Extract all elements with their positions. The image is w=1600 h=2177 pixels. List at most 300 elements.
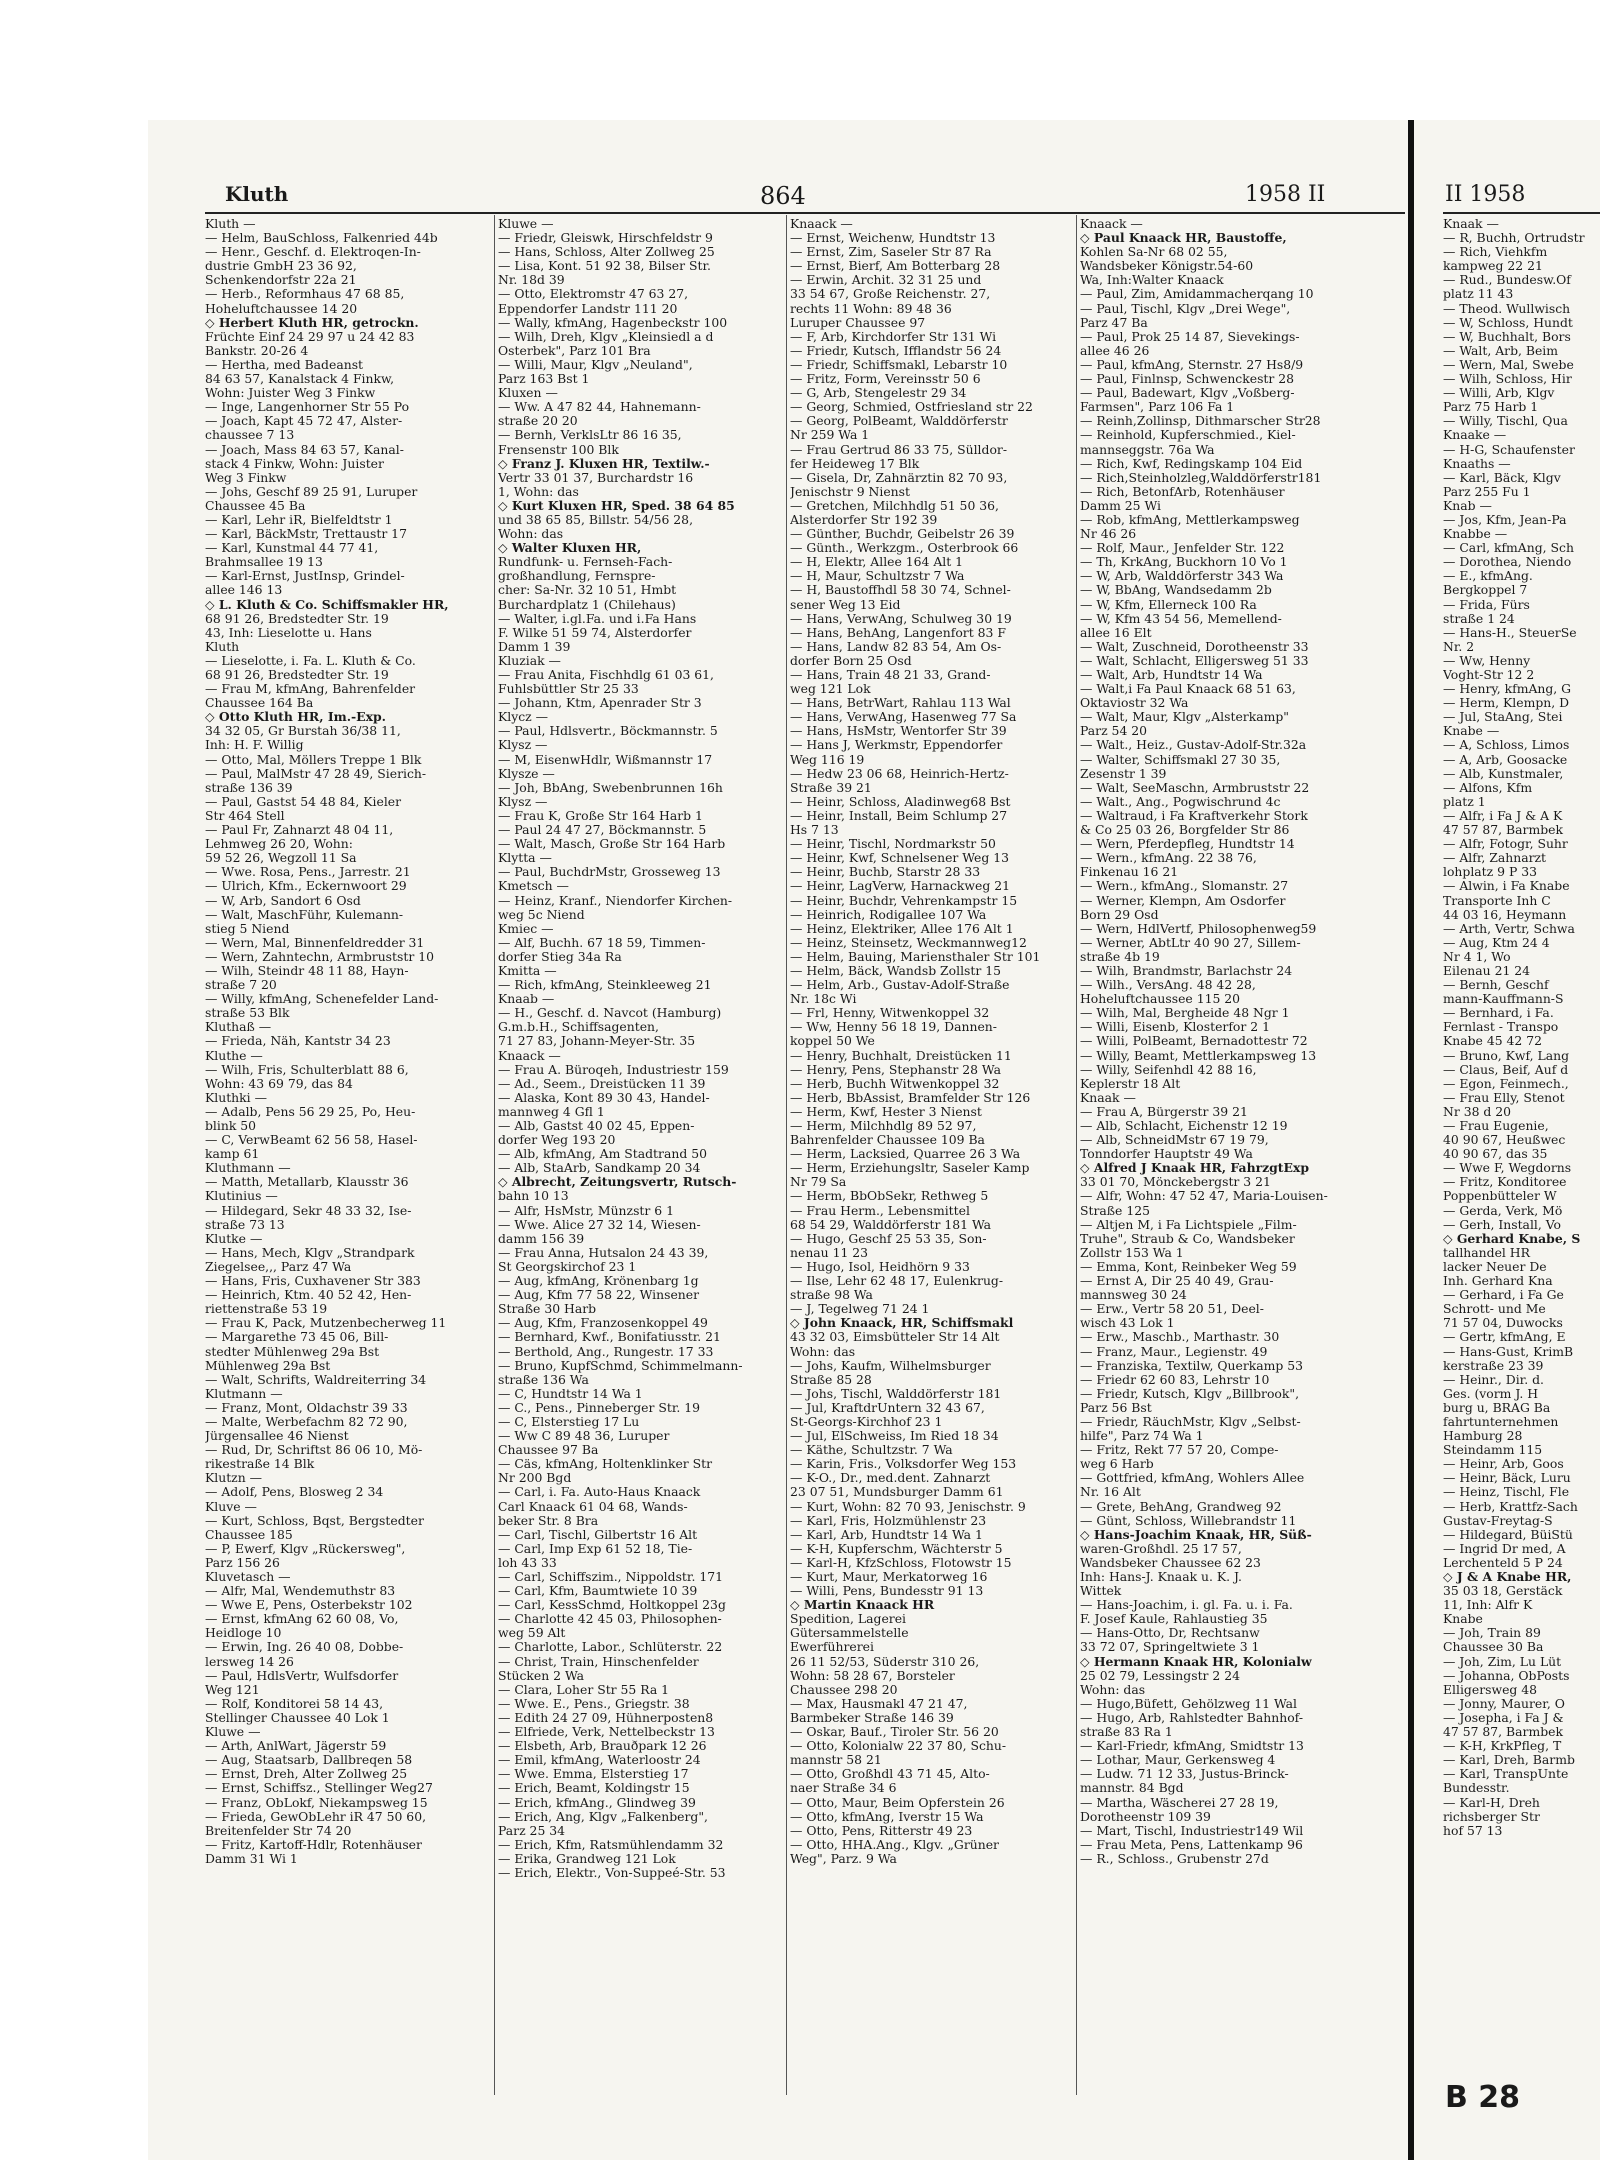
directory-entry-line: — Frau A, Bürgerstr 39 21 [1080, 1104, 1248, 1119]
directory-entry-line: — Frau Herm., Lebensmittel [790, 1203, 970, 1218]
directory-entry-line: Luruper Chaussee 97 [790, 315, 926, 330]
directory-entry-line: — Wilh, Fris, Schulterblatt 88 6, [205, 1062, 409, 1077]
directory-entry-line: kamp 61 [205, 1147, 260, 1162]
directory-entry-line: koppel 50 We [790, 1034, 875, 1049]
directory-entry-line: Weg", Parz. 9 Wa [790, 1851, 897, 1866]
directory-entry-line: — Elsbeth, Arb, Brauðpark 12 26 [498, 1739, 707, 1754]
directory-entry-line: — Karin, Fris., Volksdorfer Weg 153 [790, 1457, 1017, 1472]
directory-entry-line: — Frau M, kfmAng, Bahrenfelder [205, 682, 416, 697]
directory-entry-line: — C, VerwBeamt 62 56 58, Hasel- [205, 1133, 418, 1148]
directory-entry-line: Nr 46 26 [1080, 527, 1137, 542]
directory-entry-line: Stellinger Chaussee 40 Lok 1 [205, 1710, 390, 1725]
directory-entry-line: — Helm, Bauing, Mariensthaler Str 101 [790, 949, 1041, 964]
directory-entry-line: — Wern, Zahntechn, Armbruststr 10 [205, 949, 434, 964]
directory-entry-line: Wandsbeker Königstr.54-60 [1080, 259, 1254, 274]
directory-entry-line: fahrtunternehmen [1443, 1414, 1559, 1429]
directory-entry-line: — Frau Gertrud 86 33 75, Sülldor- [790, 442, 1008, 457]
directory-entry-line: Schenkendorfstr 22a 21 [205, 273, 357, 288]
directory-entry-line: ◇ Paul Knaack HR, Baustoffe, [1080, 231, 1287, 246]
directory-entry-line: Weg 3 Finkw [205, 470, 287, 485]
directory-entry-line: — Frau Anna, Hutsalon 24 43 39, [498, 1245, 709, 1260]
directory-entry-line: Knaab — [498, 992, 555, 1007]
directory-entry-line: — Altjen M, i Fa Lichtspiele „Film- [1080, 1217, 1297, 1232]
directory-entry-line: — Inge, Langenhorner Str 55 Po [205, 400, 410, 415]
directory-entry-line: Weg 121 [205, 1682, 260, 1697]
directory-entry-line: mannstr. 84 Bgd [1080, 1781, 1184, 1796]
directory-entry-line: 84 63 57, Kanalstack 4 Finkw, [205, 372, 395, 387]
directory-entry-line: Hamburg 28 [1443, 1429, 1523, 1444]
directory-entry-line: Heidloge 10 [205, 1626, 282, 1641]
directory-entry-line: — Paul, Badewart, Klgv „Voßberg- [1080, 386, 1295, 401]
directory-entry-line: — Wwe F, Wegdorns [1443, 1161, 1572, 1176]
directory-entry-line: lohplatz 9 P 33 [1443, 865, 1537, 880]
directory-entry-line: Lehmweg 26 20, Wohn: [205, 837, 353, 852]
directory-entry-line: — Fritz, Form, Vereinsstr 50 6 [790, 372, 981, 387]
directory-entry-line: — Alfr, Wohn: 47 52 47, Maria-Louisen- [1080, 1189, 1328, 1204]
directory-entry-line: — Alfr, i Fa J & A K [1443, 808, 1563, 823]
directory-entry-line: Mühlenweg 29a Bst [205, 1358, 331, 1373]
directory-entry-line: cher: Sa-Nr. 32 10 51, Hmbt [498, 583, 677, 598]
facing-column [1443, 217, 1600, 2047]
directory-entry-line: ◇ Walter Kluxen HR, [498, 541, 642, 556]
directory-entry-line: Lerchenteld 5 P 24 [1443, 1555, 1563, 1570]
directory-entry-line: Born 29 Osd [1080, 907, 1159, 922]
directory-entry-line: bahn 10 13 [498, 1189, 569, 1204]
directory-entry-line: Inh: Hans-J. Knaak u. K. J. [1080, 1570, 1242, 1584]
directory-entry-line: — Wern, Pferdepfleg, Hundtstr 14 [1080, 837, 1295, 852]
directory-entry-line: damm 156 39 [498, 1231, 585, 1246]
directory-entry-line: — Johann, Ktm, Apenrader Str 3 [498, 696, 702, 711]
directory-entry-line: 11, Inh: Alfr K [1443, 1598, 1533, 1613]
directory-entry-line: — Hans, BetrWart, Rahlau 113 Wal [790, 696, 1011, 711]
directory-entry-line: — Willy, Beamt, Mettlerkampsweg 13 [1080, 1048, 1317, 1063]
directory-entry-line: — Käthe, Schultzstr. 7 Wa [790, 1443, 953, 1458]
directory-entry-line: — Aug, Staatsarb, Dallbreqen 58 [205, 1753, 413, 1768]
column-2 [498, 217, 783, 2117]
directory-entry-line: 43 32 03, Eimsbütteler Str 14 Alt [790, 1330, 1000, 1345]
directory-entry-line: — Walt, MaschFühr, Kulemann- [205, 907, 404, 922]
directory-entry-line: — Franz, ObLokf, Niekampsweg 15 [205, 1795, 428, 1810]
directory-entry-line: — Willi, Pens, Bundesstr 91 13 [790, 1584, 984, 1599]
directory-entry-line: — Ernst, Dreh, Alter Zollweg 25 [205, 1767, 408, 1782]
directory-entry-line: — Karl-Ernst, JustInsp, Grindel- [205, 569, 405, 584]
directory-entry-line: — C., Pens., Pinneberger Str. 19 [498, 1400, 701, 1415]
signature-mark: B 28 [1445, 2080, 1521, 2115]
directory-entry-line: Knab — [1443, 498, 1492, 513]
directory-entry-line: — Wern., kfmAng. 22 38 76, [1080, 851, 1257, 866]
directory-entry-line: — Karl, Kunstmal 44 77 41, [205, 541, 379, 556]
header-rule [205, 212, 1405, 214]
directory-entry-line: Chaussee 30 Ba [1443, 1640, 1544, 1655]
directory-entry-line: — Bruno, KupfSchmd, Schimmelmann- [498, 1358, 743, 1373]
directory-entry-line: — Aug, Kfm, Franzosenkoppel 49 [498, 1316, 708, 1331]
directory-entry-line: — Ernst, Schiffsz., Stellinger Weg27 [205, 1781, 433, 1796]
directory-entry-line: — Gerhard, i Fa Ge [1443, 1288, 1564, 1303]
directory-entry-line: — Hertha, med Badeanst [205, 357, 364, 372]
directory-entry-line: — Willi, Eisenb, Klosterfor 2 1 [1080, 1020, 1270, 1035]
directory-entry-line: — Wilh, Dreh, Klgv „Kleinsiedl a d [498, 329, 714, 344]
directory-entry-line: — Heinrich, Ktm. 40 52 42, Hen- [205, 1288, 412, 1303]
directory-entry-line: — Johanna, ObPosts [1443, 1668, 1570, 1683]
directory-entry-line: Wohn: das [790, 1344, 856, 1359]
directory-entry-line: — Aug, Kfm 77 58 22, Winsener [498, 1288, 700, 1303]
directory-entry-line: — Arth, Vertr, Schwa [1443, 921, 1575, 936]
directory-entry-line: — W, Kfm 43 54 56, Memellend- [1080, 611, 1282, 626]
directory-entry-line: mannstr 58 21 [790, 1753, 882, 1768]
directory-entry-line: ◇ Martin Knaack HR [790, 1598, 935, 1613]
directory-entry-line: — Wern, Mal, Binnenfeldredder 31 [205, 935, 425, 950]
directory-entry-line: straße 98 Wa [790, 1288, 873, 1303]
directory-entry-line: Nr. 18d 39 [498, 273, 565, 288]
running-head-year: 1958 II [1245, 182, 1326, 207]
directory-entry-line: Straße 30 Harb [498, 1302, 597, 1317]
directory-entry-line: Parz 156 26 [205, 1555, 280, 1570]
directory-entry-line: — Walter, i.gl.Fa. und i.Fa Hans [498, 611, 697, 626]
directory-entry-line: Truhe", Straub & Co, Wandsbeker [1080, 1231, 1295, 1246]
directory-entry-line: weg 6 Harb [1080, 1457, 1154, 1472]
directory-entry-line: — Emma, Kont, Reinbeker Weg 59 [1080, 1259, 1297, 1274]
directory-entry-line: — Hans, Landw 82 83 54, Am Os- [790, 639, 1002, 654]
directory-entry-line: — Joh, BbAng, Swebenbrunnen 16h [498, 780, 723, 795]
directory-entry-line: Breitenfelder Str 74 20 [205, 1823, 352, 1838]
directory-entry-line: Klutke — [205, 1231, 263, 1246]
directory-entry-line: Hoheluftchaussee 115 20 [1080, 992, 1241, 1007]
directory-entry-line: — Frida, Fürs [1443, 597, 1530, 612]
directory-entry-line: F. Josef Kaule, Rahlaustieg 35 [1080, 1612, 1268, 1627]
directory-entry-line: — Otto, Kolonialw 22 37 80, Schu- [790, 1739, 1007, 1754]
directory-entry-line: dorfer Weg 193 20 [498, 1133, 616, 1148]
directory-entry-line: — Walt, Schlacht, Elligersweg 51 33 [1080, 653, 1309, 668]
directory-entry-line: Keplerstr 18 Alt [1080, 1076, 1181, 1091]
directory-entry-line: — Günth., Werkzgm., Osterbrook 66 [790, 541, 1019, 556]
directory-entry-line: und 38 65 85, Billstr. 54/56 28, [498, 512, 694, 527]
directory-entry-line: Klutzn — [205, 1471, 263, 1486]
directory-entry-line: — Claus, Beif, Auf d [1443, 1062, 1569, 1077]
directory-entry-line: — Jul, ElSchweiss, Im Ried 18 34 [790, 1429, 999, 1444]
directory-entry-line: burg u, BRAG Ba [1443, 1400, 1551, 1415]
directory-entry-line: Inh: H. F. Willig [205, 738, 304, 753]
directory-entry-line: Nr 79 Sa [790, 1175, 847, 1190]
directory-entry-line: — Erich, Elektr., Von-Suppeé-Str. 53 [498, 1865, 726, 1880]
facing-running-head-year: II 1958 [1445, 182, 1526, 207]
directory-entry-line: Kohlen Sa-Nr 68 02 55, [1080, 245, 1228, 260]
directory-entry-line: — Paul, MalMstr 47 28 49, Sierich- [205, 766, 427, 781]
directory-entry-line: — Paul, Gastst 54 48 84, Kieler [205, 794, 402, 809]
directory-entry-line: — Carl, Tischl, Gilbertstr 16 Alt [498, 1527, 698, 1542]
directory-entry-line: Kluth [205, 639, 240, 654]
directory-entry-line: — Lothar, Maur, Gerkensweg 4 [1080, 1753, 1276, 1768]
directory-entry-line: Ziegelsee,,, Parz 47 Wa [205, 1259, 352, 1274]
directory-entry-line: — Frl, Henny, Witwenkoppel 32 [790, 1006, 990, 1021]
directory-entry-line: weg 121 Lok [790, 682, 871, 697]
directory-entry-line: 40 90 67, Heußwec [1443, 1133, 1566, 1148]
directory-entry-line: — Otto, Mal, Möllers Treppe 1 Blk [205, 752, 422, 767]
directory-entry-line: — Franz, Maur., Legienstr. 49 [1080, 1344, 1268, 1359]
directory-entry-line: 47 57 87, Barmbek [1443, 823, 1563, 838]
directory-entry-line: Osterbek", Parz 101 Bra [498, 343, 651, 358]
directory-entry-line: — Heinr, Buchb, Starstr 28 33 [790, 865, 981, 880]
directory-entry-line: Kluxen — [498, 386, 558, 401]
directory-entry-line: — Fritz, Kartoff-Hdlr, Rotenhäuser [205, 1837, 422, 1852]
directory-entry-line: — Hans, Mech, Klgv „Strandpark [205, 1245, 415, 1260]
directory-entry-line: lacker Neuer De [1443, 1259, 1547, 1274]
directory-entry-line: — Paul, kfmAng, Sternstr. 27 Hs8/9 [1080, 357, 1304, 372]
directory-entry-line: — Erwin, Archit. 32 31 25 und [790, 273, 982, 288]
directory-entry-line: rechts 11 Wohn: 89 48 36 [790, 301, 952, 316]
directory-entry-line: ◇ Otto Kluth HR, Im.-Exp. [205, 710, 386, 725]
directory-entry-line: — Franz, Mont, Oldachstr 39 33 [205, 1400, 408, 1415]
directory-entry-line: — Matth, Metallarb, Klausstr 36 [205, 1175, 409, 1190]
directory-entry-line: — Erw., Maschb., Marthastr. 30 [1080, 1330, 1280, 1345]
directory-entry-line: — Heinr, Kwf, Schnelsener Weg 13 [790, 851, 1009, 866]
directory-entry-line: straße 20 20 [498, 414, 578, 429]
directory-entry-line: Poppenbütteler W [1443, 1189, 1557, 1204]
directory-entry-line: — Walt, Zuschneid, Dorotheenstr 33 [1080, 639, 1309, 654]
directory-entry-line: — Friedr, Kutsch, Klgv „Billbrook", [1080, 1386, 1300, 1401]
directory-entry-line: — Walt, Arb, Hundtstr 14 Wa [1080, 668, 1263, 682]
directory-entry-line: — Otto, kfmAng, Iverstr 15 Wa [790, 1809, 984, 1824]
directory-entry-line: Klysz — [498, 738, 548, 753]
directory-entry-line: — Gisela, Dr, Zahnärztin 82 70 93, [790, 470, 1008, 485]
directory-entry-line: — Hans, VerwAng, Schulweg 30 19 [790, 611, 1012, 626]
directory-entry-line: hilfe", Parz 74 Wa 1 [1080, 1429, 1204, 1444]
directory-entry-line: Straße 85 28 [790, 1372, 872, 1387]
directory-entry-line: tallhandel HR [1443, 1245, 1530, 1260]
directory-entry-line: — Otto, HHA.Ang., Klgv. „Grüner [790, 1837, 999, 1852]
column-3 [790, 217, 1073, 2117]
directory-entry-line: — Willi, Arb, Klgv [1443, 386, 1555, 401]
directory-entry-line: — Clara, Loher Str 55 Ra 1 [498, 1682, 670, 1697]
directory-entry-line: — Elfriede, Verk, Nettelbeckstr 13 [498, 1725, 715, 1740]
directory-entry-line: — Heinr, Schloss, Aladinweg68 Bst [790, 794, 1011, 809]
directory-entry-line: — Paul, Finlnsp, Schwenckestr 28 [1080, 372, 1295, 387]
directory-entry-line: Kmetsch — [498, 879, 569, 894]
directory-entry-line: — Erw., Vertr 58 20 51, Deel- [1080, 1302, 1264, 1317]
directory-entry-line: — Hans-Gust, KrimB [1443, 1344, 1574, 1359]
directory-entry-line: — Christ, Train, Hinschenfelder [498, 1654, 699, 1669]
directory-entry-line: — Herm, Kwf, Hester 3 Nienst [790, 1104, 982, 1119]
directory-entry-line: Stücken 2 Wa [498, 1668, 585, 1683]
directory-entry-line: — Walt,i Fa Paul Knaack 68 51 63, [1080, 682, 1296, 697]
directory-entry-line: — Otto, Maur, Beim Opferstein 26 [790, 1795, 1005, 1810]
directory-entry-line: Kluwe — [498, 217, 554, 231]
directory-entry-line: — Walt, Maur, Klgv „Alsterkamp" [1080, 710, 1289, 725]
directory-entry-line: — Otto, Elektromstr 47 63 27, [498, 287, 689, 302]
directory-entry-line: — G, Arb, Stengelestr 29 34 [790, 386, 967, 401]
directory-entry-line: mannseggstr. 76a Wa [1080, 442, 1215, 457]
directory-entry-line: Damm 1 39 [498, 639, 571, 654]
directory-entry-line: — Paul, Prok 25 14 87, Sievekings- [1080, 329, 1300, 344]
directory-entry-line: — Cäs, kfmAng, Holtenklinker Str [498, 1457, 713, 1472]
directory-entry-line: Frensenstr 100 Blk [498, 442, 619, 457]
directory-entry-line: mannweg 4 Gfl 1 [498, 1104, 605, 1119]
directory-entry-line: — R, Buchh, Ortrudstr [1443, 231, 1585, 246]
directory-entry-line: G.m.b.H., Schiffsagenten, [498, 1020, 659, 1035]
directory-entry-line: 34 32 05, Gr Burstah 36/38 11, [205, 724, 401, 739]
directory-entry-line: — H, Baustoffhdl 58 30 74, Schnel- [790, 583, 1011, 598]
directory-entry-line: — Ww C 89 48 36, Luruper [498, 1429, 670, 1444]
directory-entry-line: Weg 116 19 [790, 752, 865, 767]
directory-entry-line: — Edith 24 27 09, Hühnerposten8 [498, 1710, 714, 1725]
directory-entry-line: — Hugo, Isol, Heidhörn 9 33 [790, 1259, 970, 1274]
directory-entry-line: Chaussee 164 Ba [205, 696, 314, 711]
directory-entry-line: chaussee 7 13 [205, 428, 295, 443]
directory-entry-line: ◇ John Knaack, HR, Schiffsmakl [790, 1316, 1014, 1331]
directory-entry-line: Nr 38 d 20 [1443, 1104, 1512, 1119]
directory-entry-line: — Frau K, Große Str 164 Harb 1 [498, 808, 703, 823]
directory-entry-line: Transporte Inh C [1443, 893, 1551, 908]
directory-entry-line: — Mart, Tischl, Industriestr149 Wil [1080, 1823, 1304, 1838]
directory-entry-line: Knabe [1443, 1612, 1483, 1627]
directory-entry-line: Kluziak — [498, 653, 561, 668]
directory-entry-line: — Rich,Steinholzleg,Walddörferstr181 [1080, 470, 1322, 485]
directory-entry-line: — Charlotte 42 45 03, Philosophen- [498, 1612, 722, 1627]
directory-entry-line: — Paul 24 47 27, Böckmannstr. 5 [498, 823, 707, 838]
directory-entry-line: sener Weg 13 Eid [790, 597, 901, 612]
directory-entry-line: — Herm, Erziehungsltr, Saseler Kamp [790, 1161, 1030, 1176]
directory-entry-line: Nr 259 Wa 1 [790, 428, 870, 443]
directory-entry-line: — Alwin, i Fa Knabe [1443, 879, 1570, 894]
directory-entry-line: — Alb, Schlacht, Eichenstr 12 19 [1080, 1119, 1288, 1133]
directory-entry-line: — Alb, SchneidMstr 67 19 79, [1080, 1133, 1269, 1148]
directory-entry-line: F. Wilke 51 59 74, Alsterdorfer [498, 625, 692, 640]
directory-entry-line: — Ingrid Dr med, A [1443, 1541, 1566, 1556]
directory-entry-line: — Max, Hausmakl 47 21 47, [790, 1696, 968, 1711]
directory-entry-line: mann-Kauffmann-S [1443, 992, 1564, 1007]
directory-entry-line: — Gerda, Verk, Mö [1443, 1203, 1563, 1218]
directory-entry-line: Ges. (vorm J. H [1443, 1386, 1539, 1401]
directory-entry-line: wisch 43 Lok 1 [1080, 1316, 1175, 1331]
directory-entry-line: — Kurt, Maur, Merkatorweg 16 [790, 1570, 988, 1584]
directory-entry-line: Bahrenfelder Chaussee 109 Ba [790, 1133, 985, 1148]
directory-entry-line: Chaussee 185 [205, 1527, 293, 1542]
directory-entry-line: ◇ Hermann Knaak HR, Kolonialw [1080, 1654, 1312, 1669]
directory-entry-line: — Alb, kfmAng, Am Stadtrand 50 [498, 1147, 707, 1162]
directory-entry-line: Wa, Inh:Walter Knaack [1080, 273, 1224, 288]
directory-entry-line: ◇ L. Kluth & Co. Schiffsmakler HR, [205, 597, 449, 612]
directory-entry-line: — J, Tegelweg 71 24 1 [790, 1302, 930, 1317]
directory-entry-line: Knaack — [498, 1048, 561, 1063]
directory-entry-line: — Bernhard, i Fa. [1443, 1006, 1554, 1021]
directory-entry-line: — Paul, Hdlsvertr., Böckmannstr. 5 [498, 724, 718, 739]
directory-entry-line: — Heinz, Kranf., Niendorfer Kirchen- [498, 893, 733, 908]
directory-entry-line: platz 1 [1443, 794, 1486, 809]
directory-entry-line: Kluvetasch — [205, 1570, 291, 1584]
directory-entry-line: straße 1 24 [1443, 611, 1515, 626]
directory-entry-line: — Herm, Milchhdlg 89 52 97, [790, 1119, 977, 1133]
directory-entry-line: — Günther, Buchdr, Geibelstr 26 39 [790, 527, 1015, 542]
directory-entry-line: — H, Maur, Schultzstr 7 Wa [790, 569, 965, 584]
directory-entry-line: — Frieda, GewObLehr iR 47 50 60, [205, 1809, 427, 1824]
directory-entry-line: — Th, KrkAng, Buckhorn 10 Vo 1 [1080, 555, 1288, 570]
directory-entry-line: — Wilh, Brandmstr, Barlachstr 24 [1080, 963, 1293, 978]
directory-entry-line: — A, Schloss, Limos [1443, 738, 1570, 753]
directory-entry-line: — Hans, Fris, Cuxhavener Str 383 [205, 1274, 421, 1289]
directory-entry-line: Früchte Einf 24 29 97 u 24 42 83 [205, 329, 415, 344]
directory-entry-line: Gustav-Freytag-S [1443, 1513, 1553, 1528]
directory-entry-line: Kmiec — [498, 921, 554, 936]
directory-entry-line: — Hugo, Geschf 25 53 35, Son- [790, 1231, 987, 1246]
directory-entry-line: Jürgensallee 46 Nienst [205, 1429, 349, 1444]
directory-entry-line: 33 54 67, Große Reichenstr. 27, [790, 287, 991, 302]
directory-entry-line: kampweg 22 21 [1443, 259, 1543, 274]
directory-entry-line: Gütersammelstelle [790, 1626, 909, 1641]
directory-entry-line: — W, Arb, Sandort 6 Osd [205, 893, 361, 908]
directory-entry-line: — Heinrich, Rodigallee 107 Wa [790, 907, 987, 922]
directory-entry-line: Bundesstr. [1443, 1781, 1510, 1796]
directory-entry-line: — Hans-H., SteuerSe [1443, 625, 1577, 640]
directory-entry-line: Zesenstr 1 39 [1080, 766, 1167, 781]
directory-entry-line: — Walt, Schrifts, Waldreiterring 34 [205, 1372, 427, 1387]
directory-entry-line: — Berthold, Ang., Rungestr. 17 33 [498, 1344, 714, 1359]
directory-entry-line: Kluth — [205, 217, 256, 231]
directory-entry-line: — Jul, KraftdrUntern 32 43 67, [790, 1400, 985, 1415]
directory-entry-line: — Georg, Schmied, Ostfriesland str 22 [790, 400, 1033, 415]
directory-entry-line: — H-G, Schaufenster [1443, 442, 1575, 457]
directory-entry-line: ◇ Herbert Kluth HR, getrockn. [205, 315, 419, 330]
directory-entry-line: — Henry, kfmAng, G [1443, 682, 1572, 697]
directory-entry-line: Nr. 18c Wi [790, 992, 857, 1007]
directory-entry-line: Kmitta — [498, 963, 557, 978]
directory-entry-line: — Bernhard, Kwf., Bonifatiusstr. 21 [498, 1330, 721, 1345]
directory-entry-line: Hoheluftchaussee 14 20 [205, 301, 358, 316]
directory-entry-line: Oktaviostr 32 Wa [1080, 696, 1189, 711]
directory-entry-line: ◇ Gerhard Knabe, S [1443, 1231, 1581, 1246]
directory-entry-line: — Franziska, Textilw, Querkamp 53 [1080, 1358, 1304, 1373]
directory-entry-line: — Joh, Train 89 [1443, 1626, 1541, 1641]
directory-entry-line: 33 72 07, Springeltwiete 3 1 [1080, 1640, 1260, 1655]
facing-header-rule [1443, 212, 1600, 214]
directory-entry-line: Tonndorfer Hauptstr 49 Wa [1080, 1147, 1253, 1162]
directory-entry-line: straße 7 20 [205, 978, 277, 993]
directory-entry-line: — Rich, Kwf, Redingskamp 104 Eid [1080, 456, 1303, 471]
directory-entry-line: — Arth, AnlWart, Jägerstr 59 [205, 1739, 387, 1754]
directory-entry-line: Knabe — [1443, 724, 1500, 739]
directory-entry-line: allee 16 Elt [1080, 625, 1152, 640]
directory-entry-line: — Ernst, Zim, Saseler Str 87 Ra [790, 245, 992, 260]
directory-entry-line: Bankstr. 20-26 4 [205, 343, 309, 358]
directory-entry-line: Wohn: 58 28 67, Borsteler [790, 1668, 955, 1683]
directory-entry-line: — Karl, BäckMstr, Trettaustr 17 [205, 527, 407, 542]
directory-entry-line: — Friedr, RäuchMstr, Klgv „Selbst- [1080, 1414, 1301, 1429]
directory-entry-line: — Herm, Klempn, D [1443, 696, 1570, 711]
directory-entry-line: — Wern, HdlVertf, Philosophenweg59 [1080, 921, 1317, 936]
directory-entry-line: — Lieselotte, i. Fa. L. Kluth & Co. [205, 653, 416, 668]
directory-entry-line: — Paul, HdlsVertr, Wulfsdorfer [205, 1668, 399, 1683]
directory-entry-line: — Walt, Masch, Große Str 164 Harb [498, 837, 726, 852]
directory-entry-line: — Carl, KessSchmd, Holtkoppel 23g [498, 1598, 726, 1613]
directory-entry-line: — Karl, Arb, Hundtstr 14 Wa 1 [790, 1527, 983, 1542]
directory-entry-line: loh 43 33 [498, 1555, 557, 1570]
directory-entry-line: Kluthe — [205, 1048, 263, 1063]
directory-entry-line: — Frieda, Näh, Kantstr 34 23 [205, 1034, 391, 1049]
directory-entry-line: & Co 25 03 26, Borgfelder Str 86 [1080, 823, 1290, 838]
directory-entry-line: — Heinr, Buchdr, Vehrenkampstr 15 [790, 893, 1018, 908]
directory-entry-line: — Kurt, Wohn: 82 70 93, Jenischstr. 9 [790, 1499, 1026, 1514]
directory-entry-line: — Frau K, Pack, Mutzenbecherweg 11 [205, 1316, 447, 1331]
directory-entry-line: — Frau Anita, Fischhdlg 61 03 61, [498, 668, 714, 682]
directory-entry-line: — Lisa, Kont. 51 92 38, Bilser Str. [498, 259, 711, 274]
directory-entry-line: — Karl-H, Dreh [1443, 1795, 1540, 1810]
directory-entry-line: — Reinhold, Kupferschmied., Kiel- [1080, 428, 1296, 443]
directory-entry-line: — Malte, Werbefachm 82 72 90, [205, 1414, 408, 1429]
directory-entry-line: Steindamm 115 [1443, 1443, 1543, 1458]
directory-entry-line: — Hildegard, BüiStü [1443, 1527, 1573, 1542]
directory-entry-line: — Carl, Imp Exp 61 52 18, Tie- [498, 1541, 693, 1556]
directory-entry-line: 68 91 26, Bredstedter Str. 19 [205, 668, 389, 682]
directory-entry-line: 26 11 52/53, Süderstr 310 26, [790, 1654, 980, 1669]
directory-entry-line: Parz 163 Bst 1 [498, 372, 590, 387]
